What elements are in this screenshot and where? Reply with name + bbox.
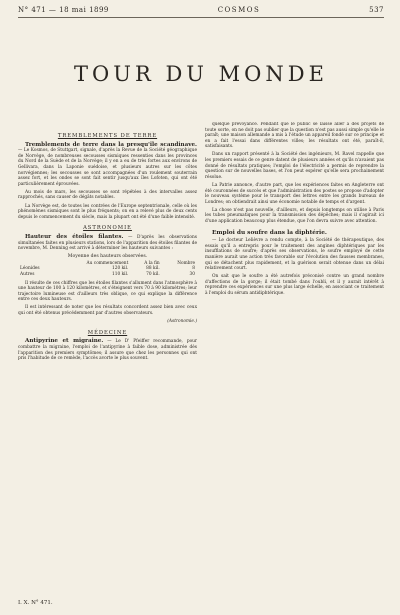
- paragraph: Il résulte de ces chiffres que les étoiles filantes s'allument dans l'atmosphère à une hauteur de 100 à 120 kilomètres, et s'éteignent vers 70 à 90 kilomètres; leur trajectoire lumineuse est d'ailleurs très oblique, ce qui explique la différence entre ces deux hauteurs.: [18, 280, 197, 303]
- table-cell: 70 kil.: [146, 271, 160, 277]
- table-cell: Autres: [20, 271, 35, 277]
- article-text: — Le D' Pfeiffer recommande, pour combattre la migraine, l'emploi de l'antipyrine à faible dose, administrée dès l'apparition des premiers symptômes; il assure que chez les personnes qui ont pris l'habitude de ce remède, l'accès avorte le plus souvent.: [18, 339, 197, 362]
- running-header: [18, 6, 384, 18]
- article-text: — D'après les observations simultanées faites en plusieurs stations, lors de l'apparition des étoiles filantes de novembre, M. Denning est arrivé à déterminer les hauteurs suivantes :: [18, 234, 197, 252]
- section-title-astronomy: ASTRONOMIE: [83, 225, 132, 232]
- article-antipyrine: [18, 339, 197, 361]
- altitude-table: [18, 261, 197, 278]
- two-column-body: [18, 122, 384, 598]
- article-signature: (Astronomie.): [167, 319, 197, 325]
- paragraph: quelque prévoyance. Pendant que le public se laisse aller à des projets de toute sorte, on ne doit pas oublier que la question n'est pas aussi simple qu'elle le paraît; une maison allemande a mis à l'étude un appareil fondé sur ce principe et en a fait l'essai dans différentes villes; les résultats ont été, paraît-il, satisfaisants.: [205, 122, 384, 150]
- paragraph: La Patrie annonce, d'autre part, que les expériences faites en Angleterre ont été couronnées de succès et que l'administration des postes se propose d'adopter le nouveau système pour le transport des lettres entre les grands bureaux de Londres; on obtiendrait ainsi une économie notable de temps et d'argent.: [205, 182, 384, 205]
- footer-signature-mark: I. X. N° 471.: [18, 600, 53, 606]
- header-issue: N° 471 — 18 mai 1899: [18, 6, 109, 14]
- table-row: [18, 272, 197, 278]
- article-headline-sulfur: Emploi du soufre dans la diphtérie.: [212, 229, 327, 236]
- article-headline: Tremblements de terre dans la presqu'île scandinave.: [25, 141, 197, 148]
- page: [18, 6, 384, 606]
- page-title: TOUR DU MONDE: [74, 62, 328, 86]
- section-title-earthquakes: TREMBLEMENTS DE TERRE: [57, 133, 158, 139]
- article-shooting-stars: [18, 235, 197, 252]
- table-header-cell: Au commencement: [86, 260, 129, 266]
- table-cell: 120 kil.: [112, 266, 129, 272]
- paragraph: — Le docteur Lelièvre a rendu compte, à la Société de thérapeutique, des essais qu'il a entrepris pour le traitement des angines diphtériques par les insufflations de soufre; d'après ses observations, le soufre employé de cette manière aurait une action très favorable sur l'évolution des fausses membranes, qui se détachent plus rapidement, et la guérison serait obtenue dans un délai relativement court.: [205, 238, 384, 272]
- table-cell: Léonides: [20, 266, 40, 272]
- table-cell: 110 kil.: [112, 271, 129, 277]
- paragraph: On sait que le soufre a été autrefois préconisé contre un grand nombre d'affections de la gorge; il était tombé dans l'oubli, et il y aurait intérêt à reprendre ces expériences sur une plus large échelle, en associant ce traitement à l'emploi du sérum antidiphtérique.: [205, 274, 384, 297]
- article-headline: Antipyrine et migraine.: [25, 338, 104, 345]
- header-page-number: 537: [369, 6, 384, 14]
- table-cell: 30: [189, 271, 195, 277]
- paragraph: Il est intéressant de noter que les résultats concordent assez bien avec ceux qui ont été obtenus précédemment par d'autres observateurs.: [18, 305, 197, 317]
- left-column: [18, 122, 197, 598]
- right-column: [205, 122, 384, 598]
- article-text: — Le Kosmos, de Stuttgart, signale, d'après la Revue de la Société géographique de Norvège, de nombreuses secousses sismiques ressenties dans les provinces du Nord de la Suède et de la Norvège; il y en a eu de très fortes aux environs de Gellivara, dans la Laponie suédoise, et plusieurs autres sur les côtes norvégiennes; les secousses se sont accompagnées d'un roulement souterrain assez fort, et les ondes se sont fait sentir jusqu'aux îles Lofoten, qui ont été particulièrement éprouvées.: [18, 148, 197, 187]
- paragraph: La chose n'est pas nouvelle, d'ailleurs, et depuis longtemps on utilise à Paris les tubes pneumatiques pour la transmission des dépêches; mais il s'agirait ici d'une application beaucoup plus étendue, que l'on devra suivre avec attention.: [205, 207, 384, 224]
- table-cell: 88 kil.: [146, 266, 160, 272]
- section-title-medicine: MÉDECINE: [87, 329, 128, 336]
- article-earthquakes: [18, 143, 197, 188]
- paragraph: Au mois de mars, les secousses se sont répétées à des intervalles assez rapprochés, sans causer de dégâts notables.: [18, 189, 197, 201]
- header-journal: COSMOS: [217, 6, 261, 14]
- paragraph: La Norvège est, de toutes les contrées de l'Europe septentrionale, celle où les phénomènes sismiques sont le plus fréquents; on en a relevé plus de deux cents depuis le commencement du siècle, mais la plupart ont été d'une faible intensité.: [18, 203, 197, 220]
- table-cell: 8: [192, 266, 195, 272]
- paragraph: Dans un rapport présenté à la Société des ingénieurs, M. Ravel rappelle que les premiers essais de ce genre datent de plusieurs années et qu'ils n'avaient pas donné de résultats pratiques; l'emploi de l'électricité a permis de reprendre la question sur de nouvelles bases, et l'on peut espérer qu'elle sera prochainement résolue.: [205, 152, 384, 180]
- table-header-cell: Nombre: [177, 260, 195, 266]
- article-headline: Hauteur des étoiles filantes.: [25, 233, 124, 240]
- table-header-cell: A la fin: [144, 260, 160, 266]
- table-caption: Moyenne des hauteurs observées.: [67, 254, 148, 260]
